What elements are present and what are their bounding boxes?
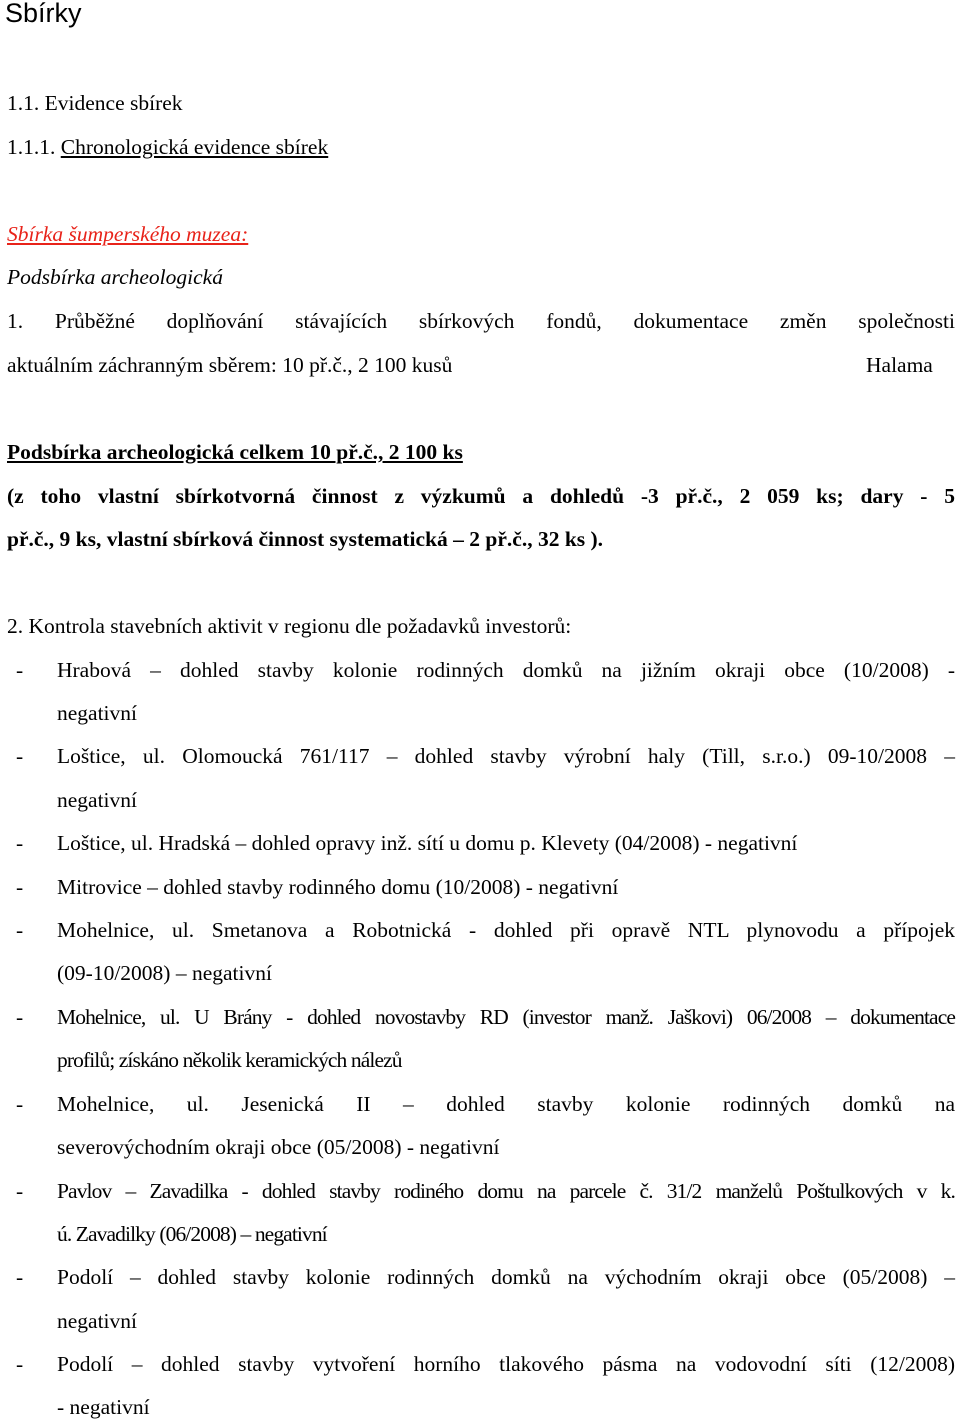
- list-dash: -: [16, 918, 24, 942]
- list-dash: -: [16, 744, 24, 768]
- collection-title: Sbírka šumperského muzea:: [7, 222, 249, 246]
- list-item: Podolí – dohled stavby vytvoření horního tlakového pásma na vodovodní síti (12/2008): [57, 1352, 955, 1376]
- list-dash: -: [16, 1265, 24, 1289]
- list-dash: -: [16, 875, 24, 899]
- list-item-cont: negativní: [57, 1309, 138, 1333]
- summary-line2: (z toho vlastní sbírkotvorná činnost z výzkumů a dohledů -3 př.č., 2 059 ks; dary - 5: [7, 484, 955, 508]
- section-heading-chronological: [7, 135, 328, 160]
- list-item: Pavlov – Zavadilka - dohled stavby rodiného domu na parcele č. 31/2 manželů Poštulkových v k.: [57, 1179, 955, 1203]
- list-item-cont: negativní: [57, 701, 138, 725]
- list-dash: -: [16, 1352, 24, 1376]
- list-item-cont: profilů; získáno několik keramických nálezů: [57, 1048, 402, 1072]
- list-item: Mohelnice, ul. Jesenická II – dohled stavby kolonie rodinných domků na: [57, 1092, 955, 1116]
- list-dash: -: [16, 658, 24, 682]
- list-item: Podolí – dohled stavby kolonie rodinných domků na východním okraji obce (05/2008) –: [57, 1265, 955, 1289]
- list-item-cont: negativní: [57, 788, 138, 812]
- list-dash: -: [16, 1179, 24, 1203]
- list-item: Mohelnice, ul. U Brány - dohled novostavby RD (investor manž. Jaškovi) 06/2008 – dokumentace: [57, 1005, 955, 1029]
- list-item-cont: - negativní: [57, 1395, 150, 1419]
- item2-title: 2. Kontrola stavebních aktivit v regionu dle požadavků investorů:: [7, 614, 572, 638]
- list-dash: -: [16, 1092, 24, 1116]
- heading-text: Chronologická evidence sbírek: [60, 135, 329, 159]
- summary-line1: Podsbírka archeologická celkem 10 př.č., 2 100 ks: [7, 440, 463, 464]
- list-dash: -: [16, 1005, 24, 1029]
- list-item-cont: severovýchodním okraji obce (05/2008) - negativní: [57, 1135, 500, 1159]
- subcollection-title: Podsbírka archeologická: [7, 265, 223, 289]
- list-item: Mitrovice – dohled stavby rodinného domu (10/2008) - negativní: [57, 875, 619, 899]
- section-heading-evidence: 1.1. Evidence sbírek: [7, 91, 183, 115]
- list-dash: -: [16, 831, 24, 855]
- item1-line1: 1. Průběžné doplňování stávajících sbírkových fondů, dokumentace změn společnosti: [7, 309, 955, 333]
- list-item: Loštice, ul. Hradská – dohled opravy inž. sítí u domu p. Klevety (04/2008) - negativní: [57, 831, 798, 855]
- item1-author: Halama: [866, 353, 933, 377]
- item1-line2: aktuálním záchranným sběrem: 10 př.č., 2 100 kusů: [7, 353, 453, 377]
- summary-line3: př.č., 9 ks, vlastní sbírková činnost systematická – 2 př.č., 32 ks ).: [7, 527, 604, 551]
- heading-number: 1.1.1.: [7, 135, 61, 159]
- page-title: Sbírky: [5, 0, 82, 28]
- list-item-cont: ú. Zavadilky (06/2008) – negativní: [57, 1222, 327, 1246]
- list-item: Hrabová – dohled stavby kolonie rodinných domků na jižním okraji obce (10/2008) -: [57, 658, 955, 682]
- list-item: Loštice, ul. Olomoucká 761/117 – dohled stavby výrobní haly (Till, s.r.o.) 09-10/2008 –: [57, 744, 955, 768]
- list-item: Mohelnice, ul. Smetanova a Robotnická - dohled při opravě NTL plynovodu a přípojek: [57, 918, 955, 942]
- list-item-cont: (09-10/2008) – negativní: [57, 961, 272, 985]
